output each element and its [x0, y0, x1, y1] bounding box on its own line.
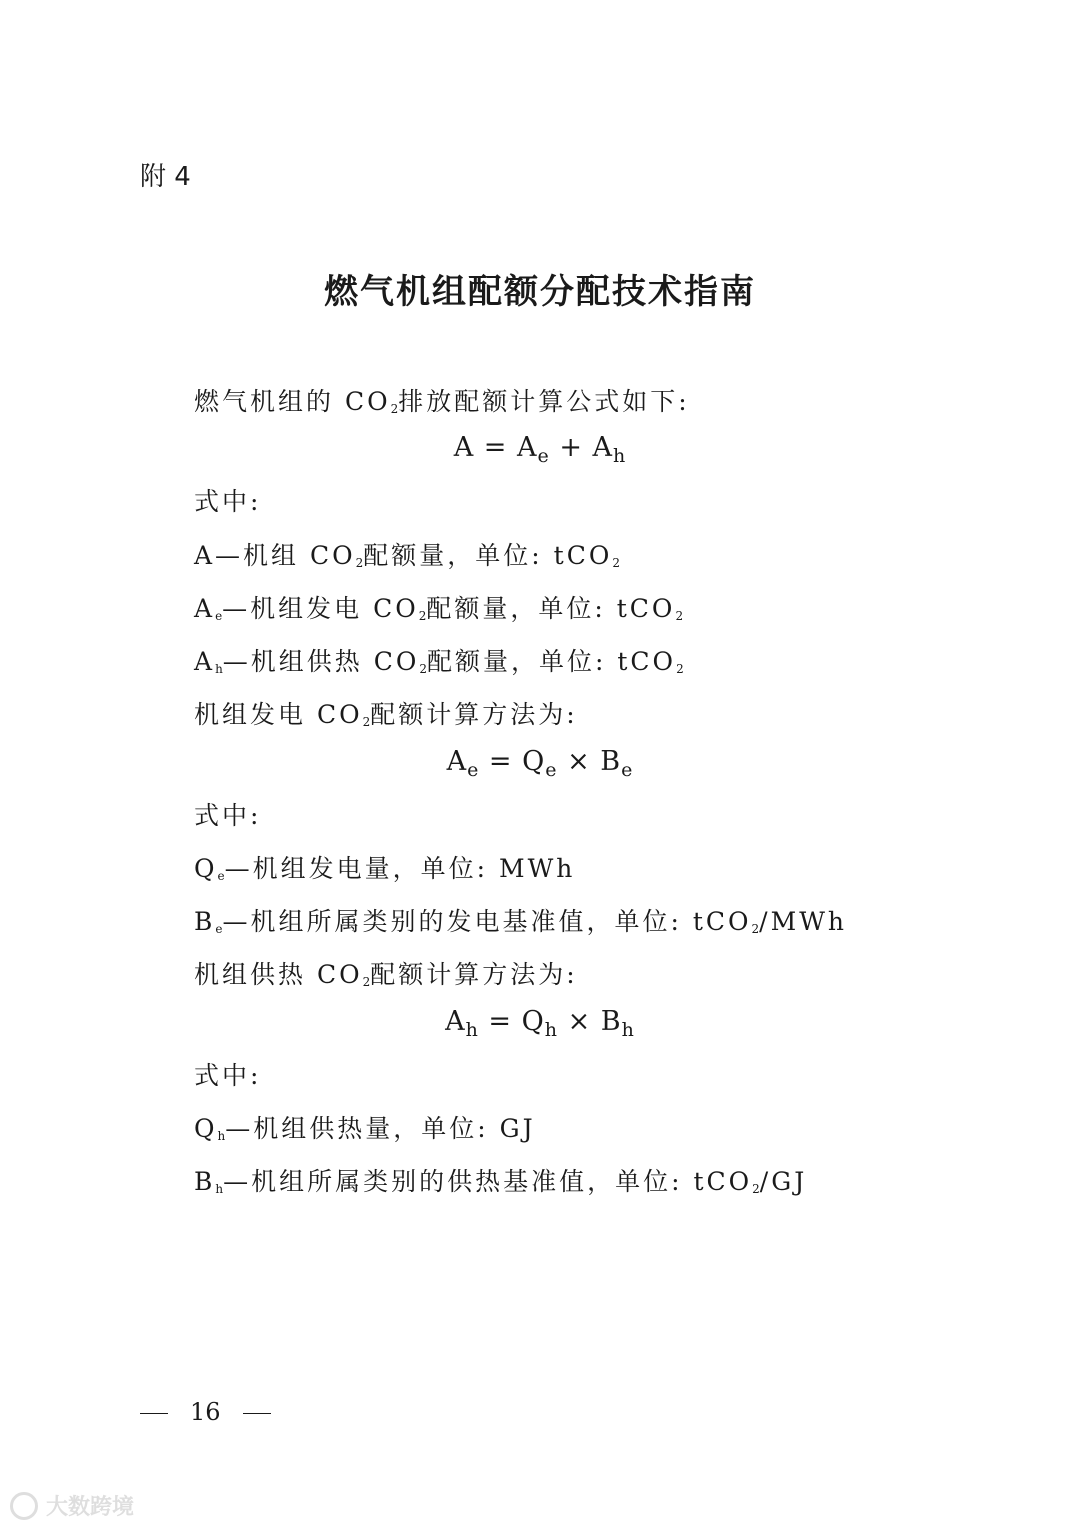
formula-heating-c-sub: h [621, 1019, 635, 1041]
definition-be-lead-sub: e [215, 922, 223, 936]
definition-ah-text: —机组供热 CO [222, 647, 420, 676]
method-heating-before: 机组供热 CO [194, 960, 363, 989]
definition-a [194, 536, 620, 572]
method-generation-sub: 2 [362, 715, 371, 729]
definition-bh-text: —机组所属类别的供热基准值，单位: tCO [223, 1167, 753, 1196]
definition-ae-sub1: 2 [418, 609, 427, 623]
method-heating-line [194, 955, 578, 991]
formula-generation-a-sub: e [467, 759, 480, 781]
where-label-3: 式中: [194, 1061, 262, 1090]
formula-heating [0, 1006, 1080, 1041]
method-generation-after: 配额计算方法为: [370, 700, 578, 729]
definition-ah-lead: A [194, 647, 216, 676]
definition-a-unit: 配额量，单位: tCO [363, 541, 613, 570]
watermark-logo-icon [10, 1492, 38, 1520]
definition-ae-unit: 配额量，单位: tCO [426, 594, 676, 623]
formula-generation-c-sub: e [621, 759, 634, 781]
definition-ah-unit: 配额量，单位: tCO [427, 647, 677, 676]
formula-total-sub-h: h [613, 445, 627, 467]
intro-text-after: 排放配额计算公式如下: [398, 387, 690, 416]
definition-qe-lead: Q [194, 854, 218, 883]
definition-qh-lead-sub: h [217, 1129, 226, 1143]
formula-heating-a: A [445, 1006, 466, 1037]
formula-total-lhs: A = A [453, 432, 538, 463]
page-number: 16 [190, 1398, 221, 1426]
definition-ae-lead: A [194, 594, 216, 623]
definition-a-text: A—机组 CO [194, 541, 356, 570]
intro-text-before: 燃气机组的 CO [194, 387, 391, 416]
definition-ae-text: —机组发电 CO [222, 594, 419, 623]
method-heating-after: 配额计算方法为: [370, 960, 578, 989]
definition-bh-sub: 2 [752, 1182, 760, 1196]
definition-be-lead: B [194, 907, 216, 936]
definition-be [194, 902, 847, 938]
formula-generation-a: A [446, 746, 468, 777]
definition-be-text: —机组所属类别的发电基准值，单位: tCO [222, 907, 752, 936]
formula-generation-b: = Q [479, 746, 546, 777]
watermark-text: 大数跨境 [46, 1495, 135, 1520]
formula-total-rhs: + A [549, 432, 614, 463]
formula-heating-b: = Q [478, 1006, 545, 1037]
formula-generation-c: × B [557, 746, 622, 777]
definition-ah-sub1: 2 [419, 662, 428, 676]
definition-ae [194, 589, 683, 625]
definition-bh-lead-sub: h [215, 1182, 224, 1196]
method-generation-before: 机组发电 CO [194, 700, 363, 729]
formula-heating-a-sub: h [465, 1019, 479, 1041]
intro-line [194, 382, 690, 418]
definition-qe-lead-sub: e [217, 869, 225, 883]
definition-ae-lead-sub: e [215, 609, 223, 623]
attachment-label: 附 4 [140, 162, 191, 192]
footer-dash-left [140, 1413, 168, 1414]
formula-total [0, 432, 1080, 467]
definition-ah [194, 642, 684, 678]
definition-qh-lead: Q [194, 1114, 218, 1143]
definition-qh [194, 1109, 536, 1145]
method-generation-line [194, 695, 578, 731]
definition-bh [194, 1162, 807, 1198]
method-heating-sub: 2 [362, 975, 371, 989]
definition-qh-text: —机组供热量，单位: GJ [225, 1114, 536, 1143]
definition-bh-tail: /GJ [759, 1167, 808, 1196]
definition-be-sub: 2 [751, 922, 760, 936]
definition-a-sub2: 2 [612, 556, 620, 570]
definition-qe-text: —机组发电量，单位: MWh [224, 854, 576, 883]
definition-bh-lead: B [194, 1167, 216, 1196]
formula-heating-c: × B [558, 1006, 622, 1037]
footer-dash-right [243, 1413, 271, 1414]
definition-be-tail: /MWh [759, 907, 847, 936]
formula-generation-b-sub: e [545, 759, 558, 781]
watermark [10, 1490, 134, 1521]
formula-total-sub-e: e [537, 445, 550, 467]
definition-ah-sub2: 2 [676, 662, 684, 676]
where-label-1: 式中: [194, 487, 262, 516]
where-label-2: 式中: [194, 801, 262, 830]
document-title: 燃气机组配额分配技术指南 [324, 272, 756, 312]
page-footer [140, 1398, 271, 1426]
definition-ah-lead-sub: h [215, 662, 223, 676]
formula-generation [0, 746, 1080, 781]
definition-qe [194, 849, 575, 885]
definition-a-sub1: 2 [355, 556, 364, 570]
definition-ae-sub2: 2 [675, 609, 684, 623]
intro-subscript: 2 [390, 402, 399, 416]
formula-heating-b-sub: h [544, 1019, 559, 1041]
